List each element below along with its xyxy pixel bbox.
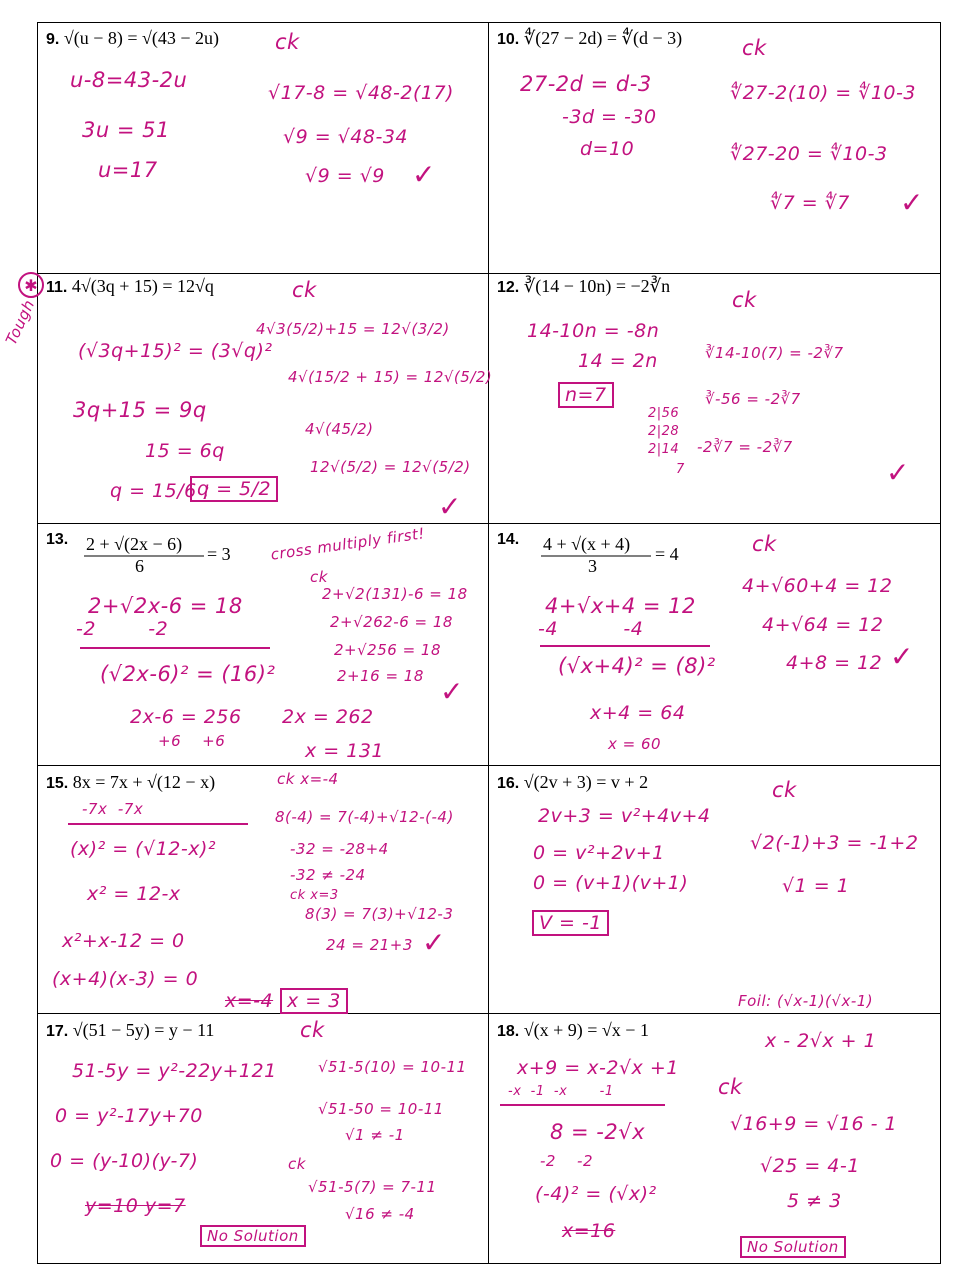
work-line: 12√(5/2) = 12√(5/2) [310,458,471,476]
work-line: x+4 = 64 [590,702,686,724]
work-line: √1 ≠ -1 [345,1126,405,1144]
checkmark-icon: ✓ [890,640,914,673]
work-line: 4+√64 = 12 [762,614,884,636]
problem-11 [46,276,214,297]
problem-14 [497,528,519,549]
underline [500,1103,665,1107]
work-line: -2 -2 [540,1152,593,1170]
problem-number: 18. [497,1023,520,1040]
work-line: +6 +6 [158,732,226,750]
answer-box: q = 5/2 [190,476,278,502]
work-line: √51-50 = 10-11 [318,1100,444,1118]
work-line: 2x-6 = 256 [130,706,242,728]
problem-equation: 4√(3q + 15) = 12√q [71,276,214,296]
fraction-bar [84,555,204,557]
work-line: 51-5y = y²-22y+121 [72,1060,277,1082]
factor-line: 2|14 [648,442,680,457]
check-label: ck x=3 [290,888,339,903]
rejected-answer: x=16 [562,1220,616,1242]
work-line: x - 2√x + 1 [765,1030,877,1052]
check-label: ck [300,1018,325,1042]
equation-rhs: = 4 [655,544,679,564]
work-line: √9 = √48-34 [283,126,409,148]
work-line: d=10 [580,138,635,160]
row-divider [37,765,941,766]
check-label: ck [772,778,797,802]
work-line: 8(-4) = 7(-4)+√12-(-4) [275,808,454,826]
work-line: 2x = 262 [282,706,374,728]
work-line: 14-10n = -8n [527,320,660,342]
work-line: 3u = 51 [82,118,170,142]
work-line: x = 131 [305,740,385,762]
answer-box: V = -1 [532,910,609,936]
tough-note: Tough [2,296,39,348]
work-line: (√2x-6)² = (16)² [100,662,276,686]
work-line: √51-5(10) = 10-11 [318,1058,467,1076]
work-line: x+9 = x-2√x +1 [517,1057,679,1079]
work-line: 5 ≠ 3 [787,1190,842,1212]
work-line: √51-5(7) = 7-11 [308,1178,437,1196]
check-label: ck [742,36,767,60]
work-line: -7x -7x [82,800,144,818]
check-label: ck [732,288,757,312]
work-line: 0 = v²+2v+1 [533,842,665,864]
factor-line: 7 [676,462,685,477]
problem-equation: √(x + 9) = √x − 1 [523,1020,649,1040]
work-line: x²+x-12 = 0 [62,930,185,952]
star-circle-icon [16,270,46,300]
problem-equation: 8x = 7x + √(12 − x) [72,772,216,792]
work-line: 8(3) = 7(3)+√12-3 [305,905,454,923]
work-line: 2+√262-6 = 18 [330,613,453,631]
work-line: √9 = √9 [305,165,385,187]
check-label: ck [752,532,777,556]
work-line: ∛14-10(7) = -2∛7 [705,344,844,362]
problem-equation: √(2v + 3) = v + 2 [523,772,649,792]
problem-number: 13. [46,531,69,548]
problem-equation: √(u − 8) = √(43 − 2u) [63,28,220,48]
no-solution-box: No Solution [200,1225,306,1247]
check-label: ck [275,30,300,54]
work-line: 27-2d = d-3 [520,72,652,96]
work-line: -32 ≠ -24 [290,866,366,884]
fraction-bar [541,555,651,557]
problem-10 [497,28,682,49]
work-line: (√3q+15)² = (3√q)² [78,340,273,362]
problem-number: 16. [497,775,520,792]
work-line: ∜27-2(10) = ∜10-3 [730,82,916,104]
problem-16 [497,772,648,793]
work-line: ∛-56 = -2∛7 [705,390,801,408]
work-line: 4√3(5/2)+15 = 12√(3/2) [256,320,450,338]
work-line: 4+8 = 12 [786,652,883,674]
work-line: 2+√2x-6 = 18 [88,594,243,618]
work-line: 4+√60+4 = 12 [742,575,893,597]
work-line: 3q+15 = 9q [73,398,207,422]
problem-number: 12. [497,279,520,296]
fraction-denominator: 6 [135,556,144,576]
work-line: -2 -2 [76,618,169,640]
work-line: √1 = 1 [782,875,850,897]
work-line: √25 = 4-1 [760,1155,860,1177]
note-cross-multiply: cross multiply first! [269,524,426,564]
fraction-numerator: 2 + √(2x − 6) [86,534,183,554]
problem-equation: ∜(27 − 2d) = ∜(d − 3) [523,28,683,48]
equation-rhs: = 3 [207,544,231,564]
checkmark-icon: ✓ [422,926,446,959]
problem-13 [46,528,68,549]
problem-number: 17. [46,1023,69,1040]
check-label: ck [718,1075,743,1099]
work-line: 2+16 = 18 [337,667,424,685]
row-divider [37,273,941,274]
work-line: ∜27-20 = ∜10-3 [730,143,888,165]
work-line: u-8=43-2u [70,68,188,92]
work-line: 15 = 6q [145,440,225,462]
checkmark-icon: ✓ [900,186,924,219]
check-label: ck x=-4 [277,770,339,788]
work-line: √17-8 = √48-2(17) [268,82,454,104]
checkmark-icon: ✓ [438,490,462,523]
work-line: u=17 [98,158,158,182]
work-line: 4+√x+4 = 12 [545,594,696,618]
problem-equation: ∛(14 − 10n) = −2∛n [523,276,671,296]
work-line: 24 = 21+3 [326,936,413,954]
work-line: (√x+4)² = (8)² [558,654,716,678]
work-line: 4√(15/2 + 15) = 12√(5/2) [288,368,493,386]
work-line: -x -1 -x -1 [508,1084,614,1099]
work-line: 0 = (v+1)(v+1) [533,872,689,894]
work-line: √16 ≠ -4 [345,1205,415,1223]
checkmark-icon: ✓ [886,456,910,489]
work-line: (x)² = (√12-x)² [70,838,217,860]
problem-equation: √(51 − 5y) = y − 11 [72,1020,215,1040]
fraction-denominator: 3 [588,556,597,576]
work-line: 4√(45/2) [305,420,374,438]
row-divider [37,523,941,524]
work-line: q = 15/6 ; [110,480,211,502]
work-line: 2+√2(131)-6 = 18 [322,585,468,603]
work-line: 0 = y²-17y+70 [55,1105,203,1127]
work-line: x² = 12-x [87,883,181,905]
work-line: 14 = 2n [578,350,658,372]
no-solution-box: No Solution [740,1236,846,1258]
underline [540,644,710,648]
problem-number: 11. [46,279,68,296]
work-line: 2v+3 = v²+4v+4 [538,805,711,827]
answer-box: n=7 [558,382,614,408]
work-line: (x+4)(x-3) = 0 [52,968,199,990]
work-line: √2(-1)+3 = -1+2 [750,832,919,854]
work-line: -2∛7 = -2∛7 [697,438,793,456]
problem-number: 14. [497,531,520,548]
factor-line: 2|56 [648,406,680,421]
problem-number: 10. [497,31,520,48]
problem-number: 9. [46,31,60,48]
underline [68,822,248,826]
checkmark-icon: ✓ [440,675,464,708]
problem-9 [46,28,219,49]
fraction-numerator: 4 + √(x + 4) [543,534,631,554]
foil-note: Foil: (√x-1)(√x-1) [738,992,874,1010]
work-line: -32 = -28+4 [290,840,389,858]
work-line: x = 60 [608,735,662,753]
problem-number: 15. [46,775,69,792]
check-label: ck [292,278,317,302]
checkmark-icon: ✓ [412,158,436,191]
rejected-answer: x=-4 [225,990,274,1012]
check-label: ck [310,568,328,586]
problem-12 [497,276,670,297]
work-line: 8 = -2√x [550,1120,646,1144]
work-line: √16+9 = √16 - 1 [730,1113,898,1135]
problem-15 [46,772,215,793]
row-divider [37,1013,941,1014]
factor-line: 2|28 [648,424,680,439]
work-line: -3d = -30 [562,106,657,128]
work-line: (-4)² = (√x)² [535,1183,657,1205]
rejected-answers: y=10 y=7 [85,1195,186,1217]
problem-17 [46,1020,214,1041]
underline [80,646,270,650]
check-label: ck [288,1155,306,1173]
work-line: 0 = (y-10)(y-7) [50,1150,199,1172]
answer-box: x = 3 [280,988,348,1014]
work-line: -4 -4 [538,618,644,640]
problem-18 [497,1020,649,1041]
work-line: 2+√256 = 18 [334,641,441,659]
work-line: ∜7 = ∜7 [770,192,850,214]
svg-text:✱: ✱ [24,276,38,295]
